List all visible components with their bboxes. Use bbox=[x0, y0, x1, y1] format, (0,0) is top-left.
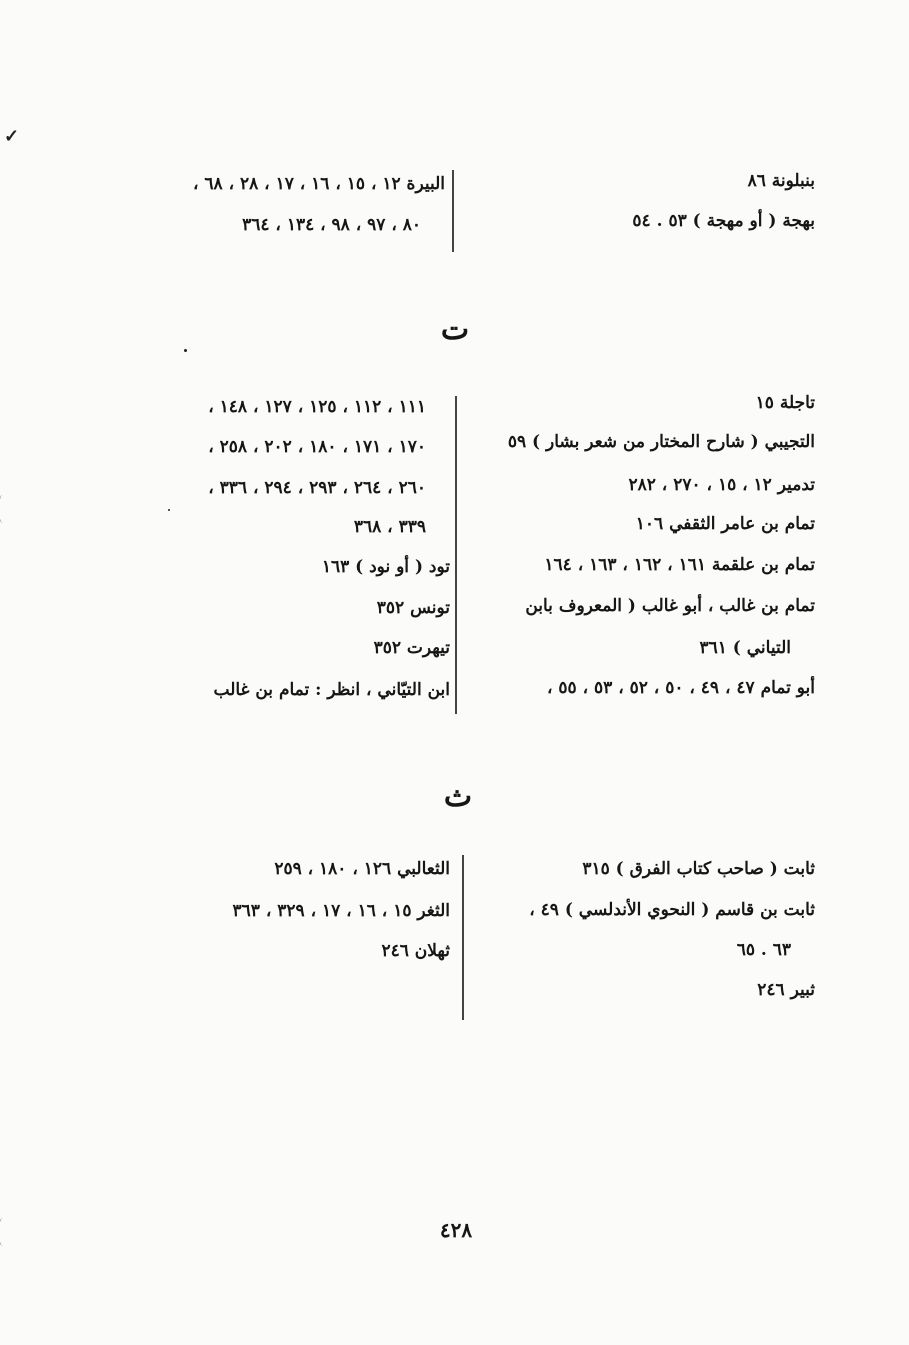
index-entry: ثابت ( صاحب كتاب الفرق ) ٣١٥ bbox=[582, 859, 815, 879]
section-ta-block bbox=[100, 392, 815, 722]
index-entry: ابن التيّاني ، انظر : تمام بن غالب bbox=[213, 680, 450, 700]
column-divider bbox=[452, 170, 454, 252]
index-entry: ٦٣ . ٦٥ bbox=[736, 940, 791, 960]
index-entry: تاجلة ١٥ bbox=[755, 393, 815, 413]
index-entry: تود ( أو نود ) ١٦٣ bbox=[321, 557, 450, 577]
edge-mark-lower bbox=[0, 1218, 7, 1246]
column-divider bbox=[462, 855, 464, 1020]
index-entry: ٨٠ ، ٩٧ ، ٩٨ ، ١٣٤ ، ٣٦٤ bbox=[242, 215, 421, 235]
index-entry: التياني ) ٣٦١ bbox=[699, 638, 791, 658]
page-number: ٤٢٨ bbox=[439, 1218, 473, 1242]
index-entry: تمام بن عامر الثقفي ١٠٦ bbox=[635, 514, 815, 534]
speck bbox=[184, 349, 187, 352]
index-entry: تيهرت ٣٥٢ bbox=[373, 638, 450, 658]
section-heading-ta: ت bbox=[440, 312, 470, 347]
section-tha-block bbox=[100, 855, 815, 1025]
index-entry: تونس ٣٥٢ bbox=[376, 598, 450, 618]
index-entry: الثعالبي ١٢٦ ، ١٨٠ ، ٢٥٩ bbox=[274, 859, 450, 879]
index-entry: ثابت بن قاسم ( النحوي الأندلسي ) ٤٩ ، bbox=[529, 900, 815, 920]
index-entry: بهجة ( أو مهجة ) ٥٣ . ٥٤ bbox=[632, 211, 815, 231]
column-divider bbox=[455, 396, 457, 714]
index-entry: تمام بن علقمة ١٦١ ، ١٦٢ ، ١٦٣ ، ١٦٤ bbox=[544, 555, 815, 575]
index-entry: تمام بن غالب ، أبو غالب ( المعروف بابن bbox=[525, 596, 815, 616]
corner-mark-glyph: ✓ bbox=[4, 126, 20, 147]
index-entry: بنبلونة ٨٦ bbox=[747, 171, 815, 191]
index-entry: ١١١ ، ١١٢ ، ١٢٥ ، ١٢٧ ، ١٤٨ ، bbox=[208, 397, 426, 417]
section-heading-tha: ث bbox=[443, 779, 473, 814]
index-entry: ١٧٠ ، ١٧١ ، ١٨٠ ، ٢٠٢ ، ٢٥٨ ، bbox=[208, 437, 426, 457]
index-entry: البيرة ١٢ ، ١٥ ، ١٦ ، ١٧ ، ٢٨ ، ٦٨ ، bbox=[192, 174, 445, 194]
index-entry: ٢٦٠ ، ٢٦٤ ، ٢٩٣ ، ٢٩٤ ، ٣٣٦ ، bbox=[208, 478, 426, 498]
index-entry: أبو تمام ٤٧ ، ٤٩ ، ٥٠ ، ٥٢ ، ٥٣ ، ٥٥ ، bbox=[547, 678, 815, 698]
index-entry: ثهلان ٢٤٦ bbox=[381, 941, 450, 961]
index-entry: الثغر ١٥ ، ١٦ ، ١٧ ، ٣٢٩ ، ٣٦٣ bbox=[232, 901, 450, 921]
index-entry: ٣٣٩ ، ٣٦٨ bbox=[353, 517, 426, 537]
index-entry: التجيبي ( شارح المختار من شعر بشار ) ٥٩ bbox=[507, 432, 815, 452]
index-entry: تدمير ١٢ ، ١٥ ، ٢٧٠ ، ٢٨٢ bbox=[628, 475, 815, 495]
index-entry: ثبير ٢٤٦ bbox=[757, 980, 815, 1000]
section-b-block bbox=[100, 170, 815, 260]
edge-mark-upper bbox=[0, 495, 7, 523]
